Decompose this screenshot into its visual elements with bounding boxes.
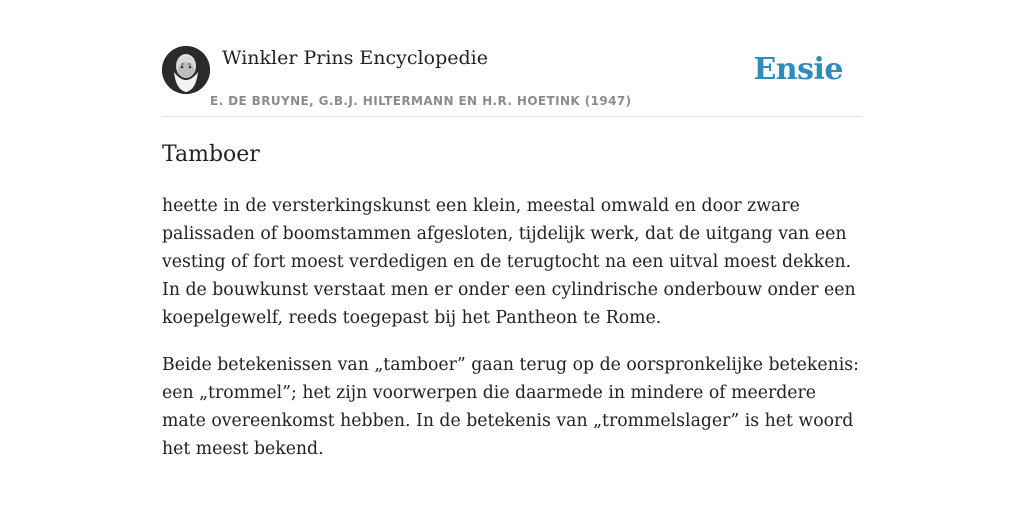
source-title[interactable]: Winkler Prins Encyclopedie [222,47,488,69]
ensie-logo-link[interactable]: Ensie [753,52,843,87]
source-header [162,46,862,117]
entry-content [162,192,862,482]
author-avatar[interactable] [162,46,210,94]
entry-paragraph: Beide betekenissen van „tamboer” gaan terug op de oorspronkelijke betekenis: een „trommel”; het zijn voorwerpen die daarmede in mindere of meerdere mate overeenkomst hebben. In de betekenis van „trommelslager” is het woord het meest bekend. [162,355,859,459]
bearded-man-portrait-icon [162,46,210,94]
entry-paragraph: heette in de versterkingskunst een klein, meestal omwald en door zware palissaden of boomstammen afgesloten, tijdelijk werk, dat de uitgang van een vesting of fort moest verdedigen en de terugtocht na een uitval moest dekken. In de bouwkunst verstaat men er onder een cylindrische onderbouw onder een koepelgewelf, reeds toegepast bij het Pantheon te Rome. [162,196,856,328]
entry-title: Tamboer [162,142,260,167]
source-authors: E. DE BRUYNE, G.B.J. HILTERMANN EN H.R. HOETINK (1947) [210,94,632,108]
